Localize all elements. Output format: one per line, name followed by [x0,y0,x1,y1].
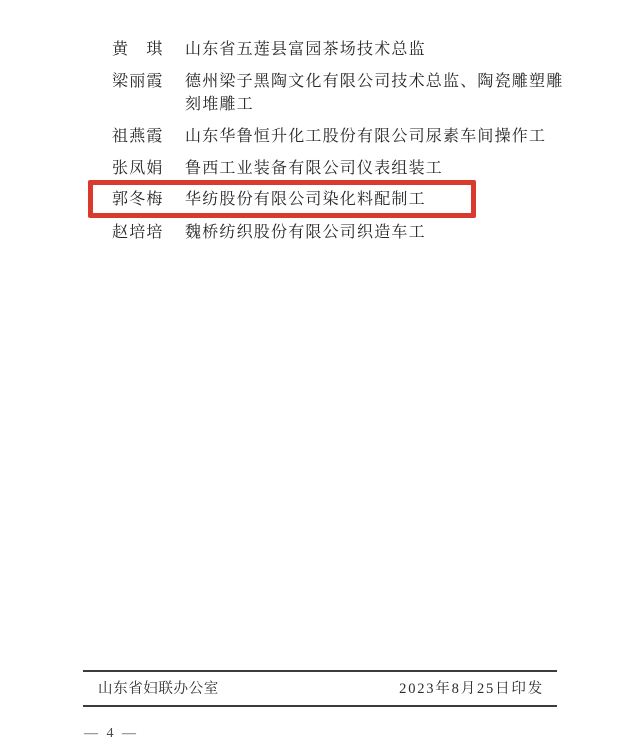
awardee-name: 梁丽霞 [112,73,164,90]
list-item [112,221,569,244]
awardee-name: 黄 琪 [112,41,164,58]
print-date: 2023年8月25日印发 [399,681,544,697]
footer-divider-bottom [83,705,557,707]
footer-divider-top [83,670,557,672]
list-item [112,38,569,61]
awardee-title: 山东华鲁恒升化工股份有限公司尿素车间操作工 [185,128,547,145]
awardee-title: 山东省五莲县富园茶场技术总监 [185,41,426,58]
awardee-title: 华纺股份有限公司染化料配制工 [185,191,426,208]
list-item [112,125,569,148]
awardee-name: 郭冬梅 [112,191,164,208]
list-item [112,70,569,116]
awardee-title: 鲁西工业装备有限公司仪表组装工 [185,160,444,177]
page-number: — 4 — [84,726,139,741]
list-item [112,188,569,211]
list-item [112,157,569,180]
awardee-title: 德州梁子黑陶文化有限公司技术总监、陶瓷雕塑雕刻堆雕工 [185,73,564,113]
footer [83,678,557,700]
awardee-name: 张凤娟 [112,160,164,177]
awardee-title: 魏桥纺织股份有限公司织造车工 [185,224,426,241]
issuing-office: 山东省妇联办公室 [98,681,219,697]
awardee-name: 赵培培 [112,224,164,241]
awardee-name: 祖燕霞 [112,128,164,145]
